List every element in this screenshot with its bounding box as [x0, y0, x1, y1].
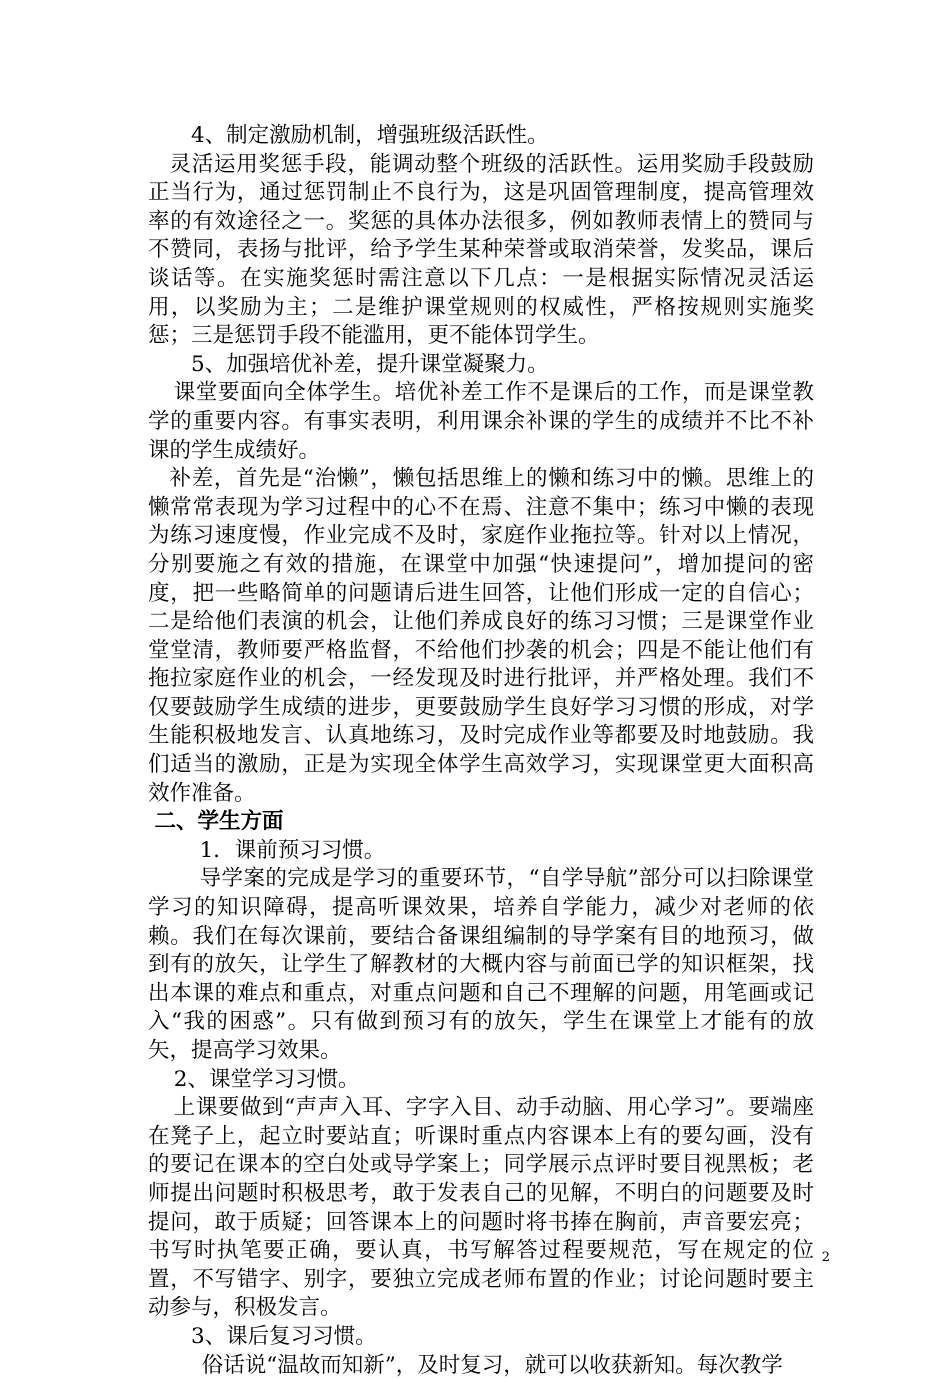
heading-5: 5、加强培优补差，提升课堂凝聚力。: [191, 351, 549, 377]
heading-preview-habit: 1．课前预习习惯。: [199, 837, 386, 863]
section-heading-students: 二、学生方面: [154, 809, 284, 835]
page-number: 2: [821, 1250, 830, 1265]
paragraph-review: 俗话说“温故而知新”，及时复习，就可以收获新知。每次教学: [201, 1352, 783, 1378]
paragraph-remedial: 补差，首先是“治懒”，懒包括思维上的懒和练习中的懒。思维上的懒常常表现为学习过程中的心不在焉、注意不集中；练习中懒的表现为练习速度慢，作业完成不及时，家庭作业拖拉等。针对以上情况，分别要施之有效的措施，在课堂中加强“快速提问”，增加提问的密度，把一些略简单的问题请后进生回答，让他们形成一定的自信心；二是给他们表演的机会，让他们养成良好的练习习惯；三是课堂作业堂堂清，教师要严格监督，不给他们抄袭的机会；四是不能让他们有拖拉家庭作业的机会，一经发现及时进行批评，并严格处理。我们不仅要鼓励学生成绩的进步，更要鼓励学生良好学习习惯的形成，对学生能积极地发言、认真地练习，及时完成作业等都要及时地鼓励。我们适当的激励，正是为实现全体学生高效学习，实现课堂更大面积高效作准备。: [148, 466, 814, 806]
paragraph-classroom: 课堂要面向全体学生。培优补差工作不是课后的工作，而是课堂教学的重要内容。有事实表明，利用课余补课的学生的成绩并不比不补课的学生成绩好。: [148, 380, 814, 463]
paragraph-preview: 导学案的完成是学习的重要环节，“自学导航”部分可以扫除课堂学习的知识障碍，提高听课效果，培养自学能力，减少对老师的依赖。我们在每次课前，要结合备课组编制的导学案有目的地预习，做到有的放矢，让学生了解教材的大概内容与前面已学的知识框架，找出本课的难点和重点，对重点问题和自己不理解的问题，用笔画或记入“我的困惑”。只有做到预习有的放矢，学生在课堂上才能有的放矢，提高学习效果。: [148, 866, 814, 1063]
document-body: [148, 122, 814, 1380]
heading-review-habit: 3、课后复习习惯。: [191, 1323, 377, 1349]
paragraph-rewards: 灵活运用奖惩手段，能调动整个班级的活跃性。运用奖励手段鼓励正当行为，通过惩罚制止不良行为，这是巩固管理制度，提高管理效率的有效途径之一。奖惩的具体办法很多，例如教师表情上的赞同与不赞同，表扬与批评，给予学生某种荣誉或取消荣誉，发奖品，课后谈话等。在实施奖惩时需注意以下几点：一是根据实际情况灵活运用，以奖励为主；二是维护课堂规则的权威性，严格按规则实施奖惩；三是惩罚手段不能滥用，更不能体罚学生。: [148, 151, 814, 349]
paragraph-inclass: 上课要做到“声声入耳、字字入目、动手动脑、用心学习”。要端座在凳子上，起立时要站直；听课时重点内容课本上有的要勾画，没有的要记在课本的空白处或导学案上；同学展示点评时要目视黑板；老师提出问题时积极思考，敢于发表自己的见解，不明白的问题要及时提问，敢于质疑；回答课本上的问题时将书捧在胸前，声音要宏亮；书写时执笔要正确，要认真，书写解答过程要规范，写在规定的位置，不写错字、别字，要独立完成老师布置的作业；讨论问题时要主动参与，积极发言。: [148, 1095, 814, 1321]
heading-4: 4、制定激励机制，增强班级活跃性。: [191, 123, 549, 148]
heading-inclass-habit: 2、课堂学习习惯。: [173, 1066, 360, 1092]
